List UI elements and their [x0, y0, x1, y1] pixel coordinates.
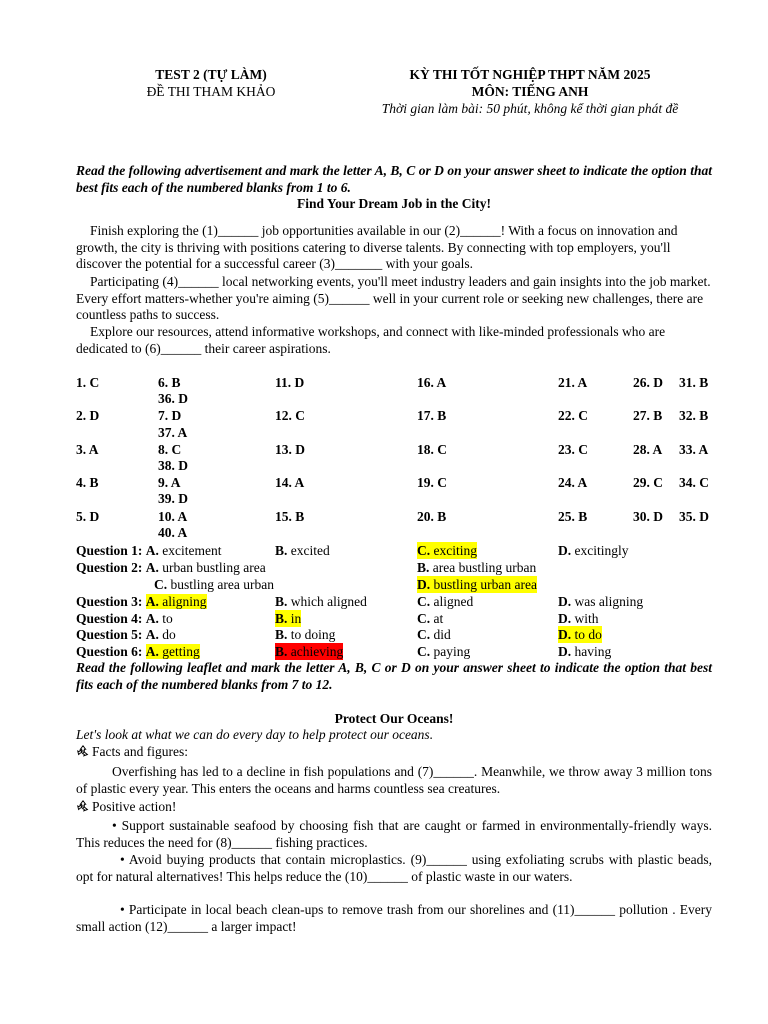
answer-key-cell: 36. D — [158, 391, 188, 406]
option-c: did — [433, 627, 451, 642]
bullet-2: • Avoid buying products that contain microplastics. (9)______ using exfoliating scrubs with plastic beads, opt for natural alternatives! This helps reduce the (10)______ of plastic waste in our waters. — [76, 852, 712, 884]
option-b: in — [290, 611, 302, 626]
option-a: to — [162, 611, 173, 626]
option-c: paying — [433, 644, 471, 659]
option-letter: D. — [558, 627, 572, 642]
bullet-1: • Support sustainable seafood by choosing fish that are caught or farmed in environmentally-friendly ways. This reduces the need for (8)______ fishing practices. — [76, 818, 712, 850]
answer-key-cell: 8. C — [158, 442, 182, 457]
answer-key-cell: 39. D — [158, 491, 188, 506]
answer-key-cell: 35. D — [679, 509, 709, 524]
answer-key-cell: 15. B — [275, 509, 305, 524]
answer-key-cell: 20. B — [417, 509, 447, 524]
answer-key-cell: 17. B — [417, 408, 447, 423]
answer-key-cell: 38. D — [158, 458, 188, 473]
question-label: Question 1: — [76, 543, 143, 558]
option-letter: B. — [275, 611, 288, 626]
answer-key-cell: 3. A — [76, 442, 99, 457]
action-heading-row — [76, 799, 712, 816]
exam-type — [76, 83, 346, 100]
option-letter: B. — [417, 560, 430, 575]
option-letter: C. — [417, 594, 431, 609]
option-letter: A. — [145, 644, 159, 659]
facts-heading-row — [76, 744, 712, 761]
question-label: Question 5: — [76, 627, 143, 642]
header-left — [76, 66, 346, 100]
option-letter: D. — [558, 644, 572, 659]
action-heading: Positive action! — [92, 799, 177, 814]
section1-paragraph-1: Finish exploring the (1)______ job opportunities available in our (2)______! With a focus on innovation and growth, the city is thriving with positions catering to diverse talents. By connecting with top employers, you'll discover the potential for a successful career (3)_______ with your goals. — [76, 223, 678, 271]
answer-key-cell: 5. D — [76, 509, 100, 524]
question-6 — [76, 643, 716, 660]
option-d: excitingly — [574, 543, 629, 558]
answer-key-cell: 9. A — [158, 475, 181, 490]
option-letter: C. — [417, 644, 431, 659]
option-letter: D. — [558, 543, 572, 558]
option-a: getting — [162, 644, 200, 659]
subject-title: MÔN: TIẾNG ANH — [471, 84, 589, 99]
answer-key-cell: 30. D — [633, 509, 663, 524]
answer-key-cell: 13. D — [275, 442, 305, 457]
option-b: to doing — [290, 627, 336, 642]
option-d: to do — [574, 627, 602, 642]
answer-key-cell: 25. B — [558, 509, 588, 524]
answer-key-cell: 1. C — [76, 375, 100, 390]
section2-instruction: Read the following leaflet and mark the letter A, B, C or D on your answer sheet to indicate the option that best fits each of the numbered blanks from 7 to 12. — [76, 660, 712, 692]
question-label: Question 4: — [76, 611, 143, 626]
answer-key-cell: 12. C — [275, 408, 305, 423]
option-letter: C. — [154, 577, 168, 592]
answer-key-cell: 14. A — [275, 475, 305, 490]
question-1 — [76, 542, 716, 559]
answer-key-cell: 29. C — [633, 475, 663, 490]
question-2-cont — [76, 576, 716, 593]
question-5 — [76, 626, 716, 643]
exam-title: KỲ THI TỐT NGHIỆP THPT NĂM 2025 — [409, 67, 651, 82]
answer-key-cell: 34. C — [679, 475, 709, 490]
option-b: excited — [290, 543, 330, 558]
option-d: with — [574, 611, 599, 626]
option-letter: A. — [145, 543, 159, 558]
section1-instruction: Read the following advertisement and mark the letter A, B, C or D on your answer sheet to indicate the option that best fits each of the numbered blanks from 1 to 6. — [76, 163, 712, 195]
option-c: exciting — [433, 543, 477, 558]
section1-title: Find Your Dream Job in the City! — [296, 196, 491, 211]
answer-key-cell: 11. D — [275, 375, 305, 390]
time-note: Thời gian làm bài: 50 phút, không kể thời gian phát đề — [381, 101, 679, 116]
recycle-icon — [76, 799, 90, 813]
answer-key-cell: 19. C — [417, 475, 447, 490]
answer-key-cell: 16. A — [417, 375, 447, 390]
option-letter: D. — [558, 611, 572, 626]
question-2 — [76, 559, 716, 576]
option-letter: A. — [145, 594, 159, 609]
option-letter: B. — [275, 543, 288, 558]
bullet-3: • Participate in local beach clean-ups to remove trash from our shorelines and (11)______ pollution . Every small action (12)______ a larger impact! — [76, 902, 712, 934]
answer-key-cell: 23. C — [558, 442, 588, 457]
answer-key-cell: 28. A — [633, 442, 663, 457]
facts-text: Overfishing has led to a decline in fish populations and (7)______. Meanwhile, we throw away 3 million tons of plastic every year. This enters the oceans and harms countless sea creatures. — [76, 764, 712, 796]
header-right — [350, 66, 710, 117]
answer-key-cell: 22. C — [558, 408, 588, 423]
question-4 — [76, 610, 716, 627]
option-a: excitement — [162, 543, 222, 558]
answer-key-cell: 6. B — [158, 375, 181, 390]
answer-key-cell: 37. A — [158, 425, 188, 440]
section2-title: Protect Our Oceans! — [334, 711, 454, 726]
answer-key-cell: 33. A — [679, 442, 709, 457]
option-letter: A. — [145, 611, 159, 626]
answer-key-cell: 4. B — [76, 475, 99, 490]
option-b: achieving — [290, 644, 344, 659]
answer-key-cell: 18. C — [417, 442, 447, 457]
option-a: do — [162, 627, 176, 642]
answer-key-cell: 40. A — [158, 525, 188, 540]
answer-key-cell: 10. A — [158, 509, 188, 524]
answer-key-cell: 32. B — [679, 408, 709, 423]
question-label: Question 6: — [76, 644, 143, 659]
option-letter: C. — [417, 543, 431, 558]
option-a: urban bustling area — [162, 560, 266, 575]
answer-key-cell: 27. B — [633, 408, 663, 423]
option-b: which aligned — [290, 594, 367, 609]
answer-key-cell: 24. A — [558, 475, 588, 490]
option-c: at — [433, 611, 444, 626]
section1-paragraph-2: Participating (4)______ local networking events, you'll meet industry leaders and gain insights into the job market. Every effort matters-whether you're aiming (5)______ well in your current role or seeking new challenges, there are countless paths to success. — [76, 274, 711, 322]
option-letter: D. — [558, 594, 572, 609]
answer-key-cell: 21. A — [558, 375, 588, 390]
option-letter: A. — [145, 627, 159, 642]
option-letter: B. — [275, 644, 288, 659]
answer-key-cell: 31. B — [679, 375, 709, 390]
answer-key-cell: 26. D — [633, 375, 663, 390]
option-d: was aligning — [574, 594, 644, 609]
option-letter: D. — [417, 577, 431, 592]
answer-key-cell: 7. D — [158, 408, 182, 423]
section2-subtitle: Let's look at what we can do every day to help protect our oceans. — [76, 727, 434, 742]
question-label: Question 2: — [76, 560, 143, 575]
recycle-icon — [76, 744, 90, 758]
exam-type-text: ĐỀ THI THAM KHẢO — [146, 84, 276, 99]
question-3 — [76, 593, 716, 610]
question-label: Question 3: — [76, 594, 143, 609]
test-title: TEST 2 (TỰ LÀM) — [155, 67, 267, 82]
answer-key-cell: 2. D — [76, 408, 100, 423]
option-letter: B. — [275, 627, 288, 642]
facts-heading: Facts and figures: — [92, 744, 188, 759]
option-letter: C. — [417, 627, 431, 642]
section1-paragraph-3: Explore our resources, attend informative workshops, and connect with like-minded professionals who are dedicated to (6)______ their career aspirations. — [76, 324, 666, 356]
option-b: area bustling urban — [432, 560, 537, 575]
option-d: bustling urban area — [433, 577, 537, 592]
option-letter: C. — [417, 611, 431, 626]
option-d: having — [574, 644, 612, 659]
option-a: aligning — [162, 594, 207, 609]
option-letter: B. — [275, 594, 288, 609]
option-letter: A. — [145, 560, 159, 575]
option-c: bustling area urban — [170, 577, 274, 592]
option-c: aligned — [433, 594, 474, 609]
